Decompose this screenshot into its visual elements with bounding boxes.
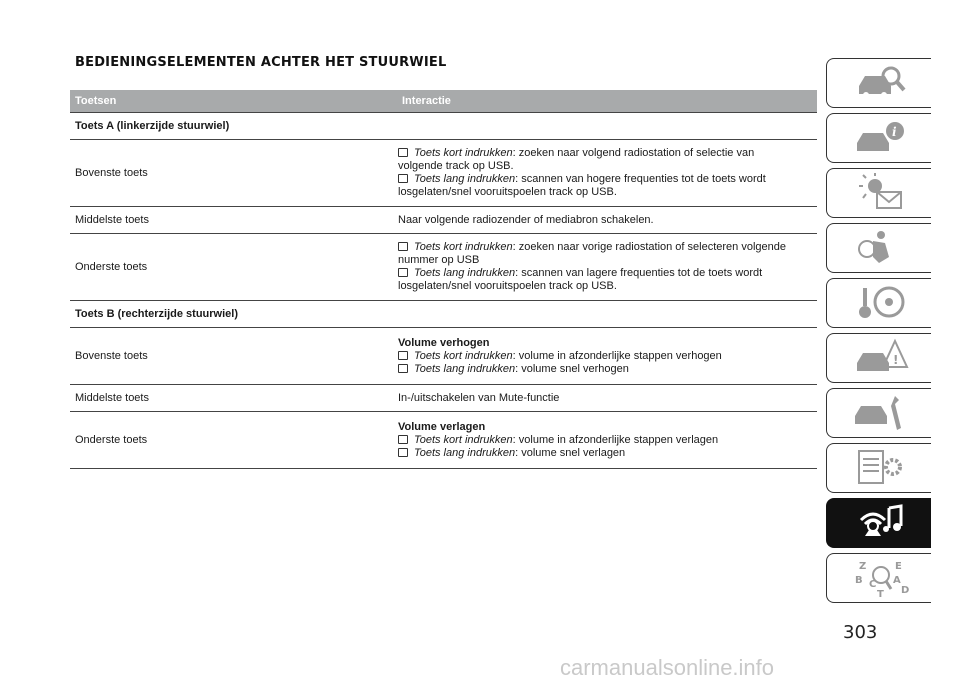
checkbox-bullet-icon bbox=[398, 268, 408, 277]
header-interaction: Interactie bbox=[402, 95, 451, 107]
action-description: : volume snel verhogen bbox=[515, 362, 629, 375]
checkbox-bullet-icon bbox=[398, 364, 408, 373]
svg-text:Z: Z bbox=[859, 561, 867, 572]
light-mail-icon bbox=[851, 172, 907, 214]
checkbox-bullet-icon bbox=[398, 351, 408, 360]
row-plain-text: Naar volgende radiozender of mediabron schakelen. bbox=[398, 213, 654, 226]
row-subheading: Volume verlagen bbox=[398, 420, 486, 433]
bullet-line bbox=[398, 267, 797, 293]
action-term: Toets kort indrukken bbox=[414, 147, 513, 159]
action-description: : scannen van hogere frequenties tot de toets wordt losgelaten/snel vooruitspoelen track op USB. bbox=[398, 173, 766, 198]
action-description: : zoeken naar volgend radiostation of selectie van volgende track op USB. bbox=[398, 147, 755, 172]
action-description: : zoeken naar vorige radiostation of selecteren volgende nummer op USB bbox=[398, 241, 786, 266]
key-steering-icon bbox=[851, 282, 907, 324]
chapter-tab-10[interactable] bbox=[826, 553, 931, 603]
table-header bbox=[70, 90, 817, 112]
section-label: Toets B (rechterzijde stuurwiel) bbox=[75, 307, 238, 320]
table-row bbox=[70, 385, 817, 412]
checkbox-bullet-icon bbox=[398, 448, 408, 457]
action-description: : volume in afzonderlijke stappen verhogen bbox=[512, 349, 722, 362]
car-search-icon bbox=[851, 62, 907, 104]
action-term: Toets lang indrukken bbox=[414, 267, 516, 279]
chapter-tab-6[interactable] bbox=[826, 333, 931, 383]
alphabet-search-icon bbox=[851, 557, 910, 600]
row-key: Middelste toets bbox=[75, 213, 149, 226]
svg-text:!: ! bbox=[893, 353, 899, 367]
chapter-tab-3[interactable] bbox=[826, 168, 931, 218]
header-keys: Toetsen bbox=[75, 95, 117, 107]
action-term: Toets lang indrukken bbox=[414, 446, 516, 459]
checkbox-bullet-icon bbox=[398, 242, 408, 251]
car-info-icon bbox=[851, 117, 907, 159]
row-key: Bovenste toets bbox=[75, 166, 148, 179]
action-description: : scannen van lagere frequenties tot de toets wordt losgelaten/snel vooruitspoelen track op USB. bbox=[398, 267, 763, 292]
row-key: Onderste toets bbox=[75, 260, 148, 273]
svg-text:E: E bbox=[895, 561, 902, 572]
airbag-person-icon bbox=[851, 227, 907, 269]
car-warning-icon bbox=[851, 337, 907, 379]
action-term: Toets lang indrukken bbox=[414, 173, 516, 185]
document-gear-icon bbox=[851, 447, 907, 489]
svg-text:A: A bbox=[893, 575, 901, 586]
row-interaction bbox=[393, 421, 817, 460]
svg-text:C: C bbox=[869, 579, 877, 590]
action-term: Toets kort indrukken bbox=[414, 241, 513, 253]
table-row bbox=[70, 412, 817, 469]
chapter-tab-8[interactable] bbox=[826, 443, 931, 493]
chapter-tab-4[interactable] bbox=[826, 223, 931, 273]
row-key: Onderste toets bbox=[75, 433, 148, 446]
chapter-tab-2[interactable] bbox=[826, 113, 931, 163]
action-description: : volume snel verlagen bbox=[515, 446, 626, 459]
table-row bbox=[70, 328, 817, 385]
page-title: BEDIENINGSELEMENTEN ACHTER HET STUURWIEL bbox=[75, 55, 447, 70]
row-interaction bbox=[393, 147, 817, 199]
row-interaction bbox=[393, 214, 817, 227]
row-key: Bovenste toets bbox=[75, 349, 148, 362]
checkbox-bullet-icon bbox=[398, 435, 408, 444]
chapter-tab-7[interactable] bbox=[826, 388, 931, 438]
svg-text:T: T bbox=[877, 589, 884, 600]
checkbox-bullet-icon bbox=[398, 174, 408, 183]
bullet-line bbox=[398, 350, 797, 363]
table-row bbox=[70, 140, 817, 207]
page-number: 303 bbox=[843, 622, 878, 643]
svg-text:D: D bbox=[901, 585, 910, 596]
action-term: Toets kort indrukken bbox=[414, 349, 513, 362]
bullet-line bbox=[398, 173, 797, 199]
row-plain-text: In-/uitschakelen van Mute-functie bbox=[398, 391, 560, 404]
chapter-tab-9[interactable] bbox=[826, 498, 931, 548]
action-term: Toets lang indrukken bbox=[414, 362, 516, 375]
row-key: Middelste toets bbox=[75, 391, 149, 404]
svg-text:B: B bbox=[855, 575, 863, 586]
bullet-line bbox=[398, 447, 797, 460]
checkbox-bullet-icon bbox=[398, 148, 408, 157]
row-interaction bbox=[393, 337, 817, 376]
controls-table bbox=[70, 90, 817, 469]
svg-text:i: i bbox=[892, 125, 897, 139]
section-row bbox=[70, 112, 817, 140]
bullet-line bbox=[398, 434, 797, 447]
row-subheading: Volume verhogen bbox=[398, 336, 490, 349]
section-row bbox=[70, 301, 817, 328]
car-wrench-icon bbox=[851, 392, 907, 434]
section-label: Toets A (linkerzijde stuurwiel) bbox=[75, 119, 230, 132]
watermark: carmanualsonline.info bbox=[560, 655, 775, 680]
chapter-tab-5[interactable] bbox=[826, 278, 931, 328]
bullet-line bbox=[398, 241, 797, 267]
bullet-line bbox=[398, 363, 797, 376]
table-row bbox=[70, 234, 817, 301]
row-interaction bbox=[393, 241, 817, 293]
table-row bbox=[70, 207, 817, 234]
table-body bbox=[70, 112, 817, 469]
bullet-line bbox=[398, 147, 797, 173]
row-interaction bbox=[393, 392, 817, 405]
action-term: Toets kort indrukken bbox=[414, 433, 513, 446]
chapter-tab-1[interactable] bbox=[826, 58, 931, 108]
media-music-icon bbox=[851, 502, 907, 544]
action-description: : volume in afzonderlijke stappen verlagen bbox=[512, 433, 719, 446]
